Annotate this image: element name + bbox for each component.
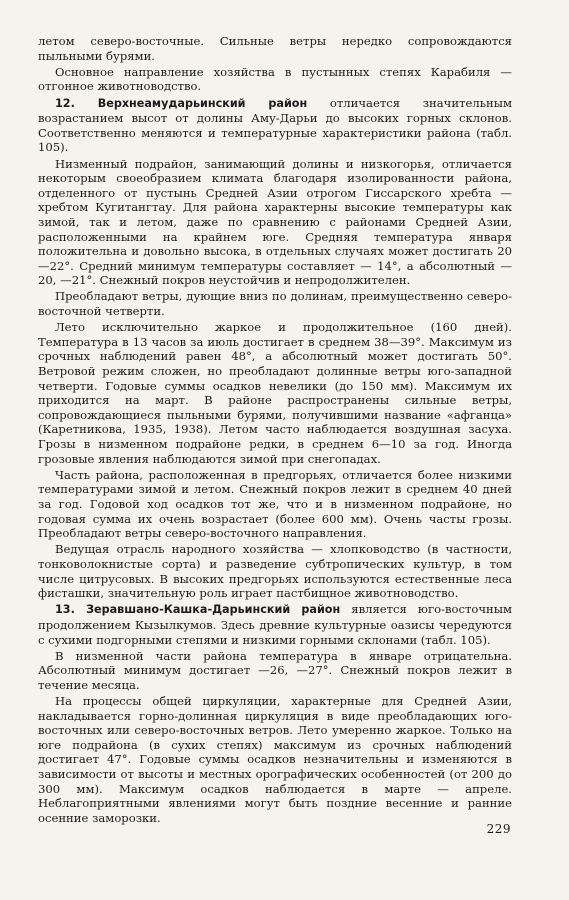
paragraph-circulation: На процессы общей циркуляции, характерные для Средней Азии, накладывается горно-долинная циркуляция в виде преобладающих юго-восточных или северо-восточных ветров. Лето умеренно жаркое. Только на юге подрайона (в сухих степях) максимум из срочных наблюдений достигает 47°. Годовые суммы осадков незначительны и изменяются в зависимости от высоты и местных орографических особенностей (от 200 до 300 мм). Максимум осадков наблюдается в марте — апреле. Неблагоприятными явлениями могут быть поздние весенние и ранние осенние заморозки. [38, 694, 512, 825]
paragraph-lowland-subregion: Низменный подрайон, занимающий долины и низкогорья, отличается некоторым своеобразием климата благодаря изолированности района, отделенного от пустынь Средней Азии отрогом Гиссарского хребта — хребтом Кугитангтау. Для района характерны высокие температуры как зимой, так и летом, даже по сравнению с районами Средней Азии, расположенными на крайнем юге. Средняя температура января положительна и довольно высока, в отдельных случаях может достигать 20—22°. Средний минимум температуры составляет — 14°, а абсолютный —20, —21°. Снежный покров неустойчив и непродолжителен. [38, 156, 512, 288]
paragraph-foothills: Часть района, расположенная в предгорьях, отличается более низкими температурами зимой и летом. Снежный покров лежит в среднем 40 дней за год. Годовой ход осадков тот же, что и в низменном подрайоне, но годовая сумма их очень возрастает (более 600 мм). Очень часты грозы. Преобладают ветры северо-восточного направления. [38, 467, 512, 541]
page-body [38, 34, 512, 827]
section-13-heading: 13. Зеравшано-Кашка-Дарьинский район [55, 603, 341, 617]
section-12-heading: 12. Верхнеамударьинский район [55, 96, 308, 110]
paragraph-continuation: летом северо-восточные. Сильные ветры нередко сопровождаются пыльными бурями. [38, 34, 512, 63]
section-13 [38, 602, 512, 647]
paragraph-karabil: Основное направление хозяйства в пустынных степях Карабиля — отгонное животноводство. [38, 64, 512, 94]
section-13-intro: является юго-восточным продолжением Кызылкумов. Здесь древние культурные оазисы чередуются с сухими подгорными степями и низкими горными склонами (табл. 105). [38, 602, 512, 647]
section-12-intro: отличается значительным возрастанием высот от долины Аму-Дарьи до высоких горных склонов. Соответственно меняются и температурные характеристики района (табл. 105). [38, 95, 512, 155]
section-12 [38, 96, 512, 155]
paragraph-economy: Ведущая отрасль народного хозяйства — хлопководство (в частности, тонковолокнистые сорта) и разведение субтропических культур, в том числе цитрусовых. В высоких предгорьях используются естественные леса фисташки, значительную роль играет пастбищное животноводство. [38, 542, 512, 601]
paragraph-winds: Преобладают ветры, дующие вниз по долинам, преимущественно северо-восточной четверти. [38, 289, 512, 319]
page-number: 229 [486, 822, 511, 836]
paragraph-january: В низменной части района температура в январе отрицательна. Абсолютный минимум достигает —26, —27°. Снежный покров лежит в течение месяца. [38, 648, 512, 692]
paragraph-summer: Лето исключительно жаркое и продолжительное (160 дней). Температура в 13 часов за июль достигает в среднем 38—39°. Максимум из срочных наблюдений равен 48°, а абсолютный может достигать 50°. Ветровой режим сложен, но преобладают долинные ветры юго-западной четверти. Годовые суммы осадков невелики (до 150 мм). Максимум их приходится на март. В районе распространены сильные ветры, сопровождающиеся пыльными бурями, получившими название «афганца» (Каретникова, 1935, 1938). Летом часто наблюдается воздушная засуха. Грозы в низменном подрайоне редки, в среднем 6—10 за год. Иногда грозовые явления наблюдаются зимой при снегопадах. [38, 320, 512, 466]
